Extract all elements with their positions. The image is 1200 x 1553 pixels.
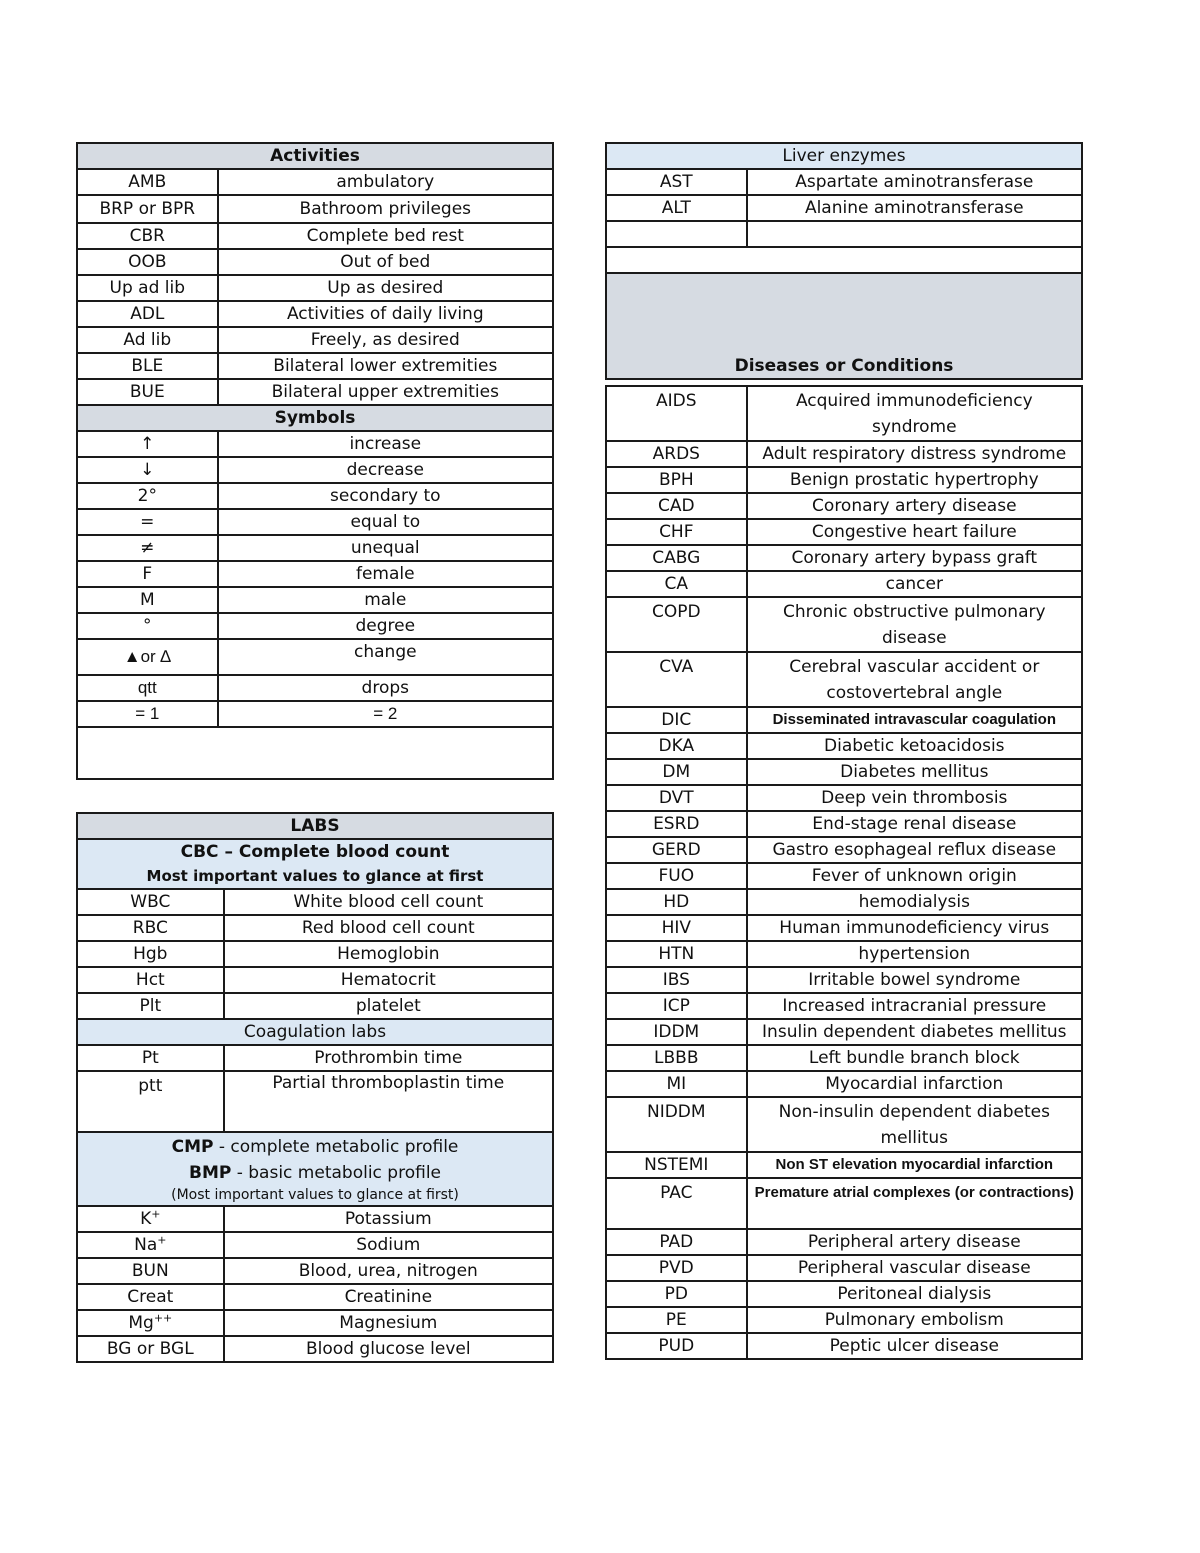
- meaning-cell: Non ST elevation myocardial infarction: [747, 1152, 1082, 1178]
- meaning-cell: Blood, urea, nitrogen: [224, 1258, 553, 1284]
- meaning-cell: Benign prostatic hypertrophy: [747, 467, 1082, 493]
- meaning-cell: cancer: [747, 571, 1082, 597]
- cmp-abbr: CMP: [171, 1137, 214, 1157]
- liver-enzymes-header: Liver enzymes: [606, 143, 1082, 169]
- meaning-cell: Increased intracranial pressure: [747, 993, 1082, 1019]
- abbr-cell: GERD: [606, 837, 747, 863]
- meaning-cell: Prothrombin time: [224, 1045, 553, 1071]
- abbr-cell: AIDS: [606, 386, 747, 441]
- meaning-cell: Myocardial infarction: [747, 1071, 1082, 1097]
- table-row: [606, 733, 1082, 759]
- cmp-text: - complete metabolic profile: [213, 1137, 459, 1157]
- meaning-cell: Human immunodeficiency virus: [747, 915, 1082, 941]
- abbr-cell: qtt: [77, 675, 218, 701]
- abbr-cell: = 1: [77, 701, 218, 727]
- cmp-line: [82, 1134, 548, 1160]
- meaning-cell: Peripheral artery disease: [747, 1229, 1082, 1255]
- abbr-cell: [77, 1310, 224, 1336]
- bmp-line: [82, 1160, 548, 1186]
- table-row: [606, 993, 1082, 1019]
- abbr-cell: ADL: [77, 301, 218, 327]
- meaning-cell: Congestive heart failure: [747, 519, 1082, 545]
- table-row: [606, 837, 1082, 863]
- labs-header: LABS: [77, 813, 553, 839]
- abbr-cell: CBR: [77, 223, 218, 249]
- meaning-cell: female: [218, 561, 553, 587]
- abbr-sup: +: [157, 1233, 167, 1247]
- abbr-cell: DIC: [606, 707, 747, 733]
- empty-row: [606, 221, 1082, 247]
- abbr-cell: CVA: [606, 652, 747, 707]
- meaning-cell: Hematocrit: [224, 967, 553, 993]
- meaning-cell: Partial thromboplastin time: [224, 1071, 553, 1132]
- table-row: [77, 483, 553, 509]
- table-row: [77, 249, 553, 275]
- table-row: [606, 597, 1082, 652]
- meaning-cell: Potassium: [224, 1206, 553, 1232]
- up-arrow-icon: ↑: [77, 431, 218, 457]
- abbr-cell: BPH: [606, 467, 747, 493]
- meaning-cell: drops: [218, 675, 553, 701]
- abbr-cell: Hct: [77, 967, 224, 993]
- abbr-cell: DVT: [606, 785, 747, 811]
- meaning-cell: Bathroom privileges: [218, 195, 553, 223]
- meaning-cell: Deep vein thrombosis: [747, 785, 1082, 811]
- table-row: [77, 675, 553, 701]
- meaning-cell: change: [218, 639, 553, 675]
- abbr-cell: PE: [606, 1307, 747, 1333]
- meaning-cell: unequal: [218, 535, 553, 561]
- table-row: [77, 195, 553, 223]
- table-row: [606, 1307, 1082, 1333]
- table-row: [77, 1258, 553, 1284]
- meaning-cell: Bilateral lower extremities: [218, 353, 553, 379]
- meaning-cell: Aspartate aminotransferase: [747, 169, 1082, 195]
- activities-symbols-table: [76, 142, 554, 780]
- abbr-cell: Plt: [77, 993, 224, 1019]
- meaning-cell: Diabetes mellitus: [747, 759, 1082, 785]
- table-row: [606, 519, 1082, 545]
- table-row: [77, 327, 553, 353]
- meaning-cell: Coronary artery disease: [747, 493, 1082, 519]
- meaning-cell: Red blood cell count: [224, 915, 553, 941]
- abbr-cell: PUD: [606, 1333, 747, 1359]
- table-row: [606, 441, 1082, 467]
- abbr-cell: ESRD: [606, 811, 747, 837]
- cmp-header: [77, 1132, 553, 1206]
- abbr-cell: ≠: [77, 535, 218, 561]
- table-row: [606, 707, 1082, 733]
- meaning-cell: = 2: [218, 701, 553, 727]
- abbr-cell: BLE: [77, 353, 218, 379]
- meaning-cell: decrease: [218, 457, 553, 483]
- meaning-cell: hemodialysis: [747, 889, 1082, 915]
- table-row: [77, 535, 553, 561]
- abbr-cell: DM: [606, 759, 747, 785]
- meaning-cell: Peritoneal dialysis: [747, 1281, 1082, 1307]
- cmp-note: (Most important values to glance at first): [171, 1187, 459, 1203]
- meaning-cell: Cerebral vascular accident or costovertebral angle: [747, 652, 1082, 707]
- abbr-cell: HTN: [606, 941, 747, 967]
- meaning-cell: Diabetic ketoacidosis: [747, 733, 1082, 759]
- abbr-cell: =: [77, 509, 218, 535]
- abbr-cell: BG or BGL: [77, 1336, 224, 1362]
- meaning-cell: hypertension: [747, 941, 1082, 967]
- table-row: [606, 1152, 1082, 1178]
- table-row: [606, 759, 1082, 785]
- table-row: [606, 467, 1082, 493]
- table-row: [606, 941, 1082, 967]
- meaning-cell: Creatinine: [224, 1284, 553, 1310]
- empty-cell: [606, 221, 747, 247]
- meaning-cell: Coronary artery bypass graft: [747, 545, 1082, 571]
- table-row: [77, 301, 553, 327]
- abbr-cell: BRP or BPR: [77, 195, 218, 223]
- empty-row: [77, 727, 553, 779]
- abbr-cell: CAD: [606, 493, 747, 519]
- meaning-cell: Acquired immunodeficiency syndrome: [747, 386, 1082, 441]
- bmp-text: - basic metabolic profile: [231, 1163, 441, 1183]
- meaning-cell: Fever of unknown origin: [747, 863, 1082, 889]
- meaning-cell: Adult respiratory distress syndrome: [747, 441, 1082, 467]
- abbr-cell: DKA: [606, 733, 747, 759]
- table-row: [77, 431, 553, 457]
- meaning-cell: Disseminated intravascular coagulation: [747, 707, 1082, 733]
- cbc-subtitle: Most important values to glance at first: [146, 867, 484, 885]
- bmp-abbr: BMP: [188, 1163, 232, 1183]
- meaning-cell: Alanine aminotransferase: [747, 195, 1082, 221]
- abbr-cell: Ad lib: [77, 327, 218, 353]
- abbr-cell: BUE: [77, 379, 218, 405]
- diseases-table: [605, 385, 1083, 1360]
- meaning-cell: secondary to: [218, 483, 553, 509]
- table-row: [77, 889, 553, 915]
- abbr-cell: COPD: [606, 597, 747, 652]
- abbr-cell: LBBB: [606, 1045, 747, 1071]
- abbr-cell: ptt: [77, 1071, 224, 1132]
- abbr-cell: PVD: [606, 1255, 747, 1281]
- abbr-cell: [77, 1232, 224, 1258]
- down-arrow-icon: ↓: [77, 457, 218, 483]
- table-row: [77, 613, 553, 639]
- table-row: [77, 587, 553, 613]
- abbr-text: Na: [134, 1235, 158, 1255]
- change-triangle-icon: ▲or ∆: [77, 639, 218, 675]
- table-row: [606, 169, 1082, 195]
- meaning-cell: Complete bed rest: [218, 223, 553, 249]
- table-row: [606, 811, 1082, 837]
- cbc-header: [77, 839, 553, 889]
- meaning-cell: degree: [218, 613, 553, 639]
- table-row: [606, 1229, 1082, 1255]
- abbr-cell: PAC: [606, 1178, 747, 1229]
- meaning-cell: End-stage renal disease: [747, 811, 1082, 837]
- abbr-cell: M: [77, 587, 218, 613]
- abbr-sup: ++: [153, 1311, 173, 1325]
- table-row: [606, 1019, 1082, 1045]
- symbols-header: Symbols: [77, 405, 553, 431]
- meaning-cell: male: [218, 587, 553, 613]
- table-row: [77, 169, 553, 195]
- abbr-cell: °: [77, 613, 218, 639]
- meaning-cell: Peptic ulcer disease: [747, 1333, 1082, 1359]
- table-row: [77, 941, 553, 967]
- table-row: [77, 275, 553, 301]
- table-row: [606, 863, 1082, 889]
- abbr-cell: BUN: [77, 1258, 224, 1284]
- labs-table: [76, 812, 554, 1363]
- table-row: [77, 509, 553, 535]
- abbr-cell: CABG: [606, 545, 747, 571]
- abbr-cell: CA: [606, 571, 747, 597]
- table-row: [606, 386, 1082, 441]
- table-row: [77, 1336, 553, 1362]
- table-row: [606, 1255, 1082, 1281]
- cbc-title: CBC – Complete blood count: [180, 842, 450, 862]
- table-row: [77, 639, 553, 675]
- table-row: [77, 993, 553, 1019]
- abbr-cell: ARDS: [606, 441, 747, 467]
- table-row: [77, 1284, 553, 1310]
- abbr-cell: NSTEMI: [606, 1152, 747, 1178]
- table-row: [606, 493, 1082, 519]
- abbr-cell: Pt: [77, 1045, 224, 1071]
- abbr-cell: [77, 1206, 224, 1232]
- meaning-cell: Peripheral vascular disease: [747, 1255, 1082, 1281]
- table-row: [77, 1232, 553, 1258]
- abbr-cell: ALT: [606, 195, 747, 221]
- meaning-cell: Sodium: [224, 1232, 553, 1258]
- abbr-cell: IDDM: [606, 1019, 747, 1045]
- table-row: [77, 701, 553, 727]
- table-row: [606, 545, 1082, 571]
- table-row: [77, 1206, 553, 1232]
- meaning-cell: Hemoglobin: [224, 941, 553, 967]
- meaning-cell: Freely, as desired: [218, 327, 553, 353]
- abbr-cell: ICP: [606, 993, 747, 1019]
- abbr-cell: NIDDM: [606, 1097, 747, 1152]
- empty-cell: [77, 727, 553, 779]
- abbr-cell: Up ad lib: [77, 275, 218, 301]
- empty-row: [606, 247, 1082, 273]
- abbr-cell: IBS: [606, 967, 747, 993]
- abbr-cell: RBC: [77, 915, 224, 941]
- table-row: [606, 915, 1082, 941]
- table-row: [606, 1071, 1082, 1097]
- abbr-cell: AST: [606, 169, 747, 195]
- table-row: [77, 1045, 553, 1071]
- activities-header: Activities: [77, 143, 553, 169]
- table-row: [77, 561, 553, 587]
- abbr-cell: FUO: [606, 863, 747, 889]
- meaning-cell: Blood glucose level: [224, 1336, 553, 1362]
- table-row: [606, 1045, 1082, 1071]
- meaning-cell: Out of bed: [218, 249, 553, 275]
- meaning-cell: equal to: [218, 509, 553, 535]
- table-row: [77, 967, 553, 993]
- coagulation-header: Coagulation labs: [77, 1019, 553, 1045]
- table-row: [606, 1333, 1082, 1359]
- meaning-cell: Irritable bowel syndrome: [747, 967, 1082, 993]
- meaning-cell: increase: [218, 431, 553, 457]
- diseases-header: Diseases or Conditions: [606, 273, 1082, 379]
- abbr-cell: HD: [606, 889, 747, 915]
- abbr-cell: PD: [606, 1281, 747, 1307]
- abbr-text: Mg: [128, 1313, 154, 1333]
- table-row: [606, 967, 1082, 993]
- meaning-cell: Gastro esophageal reflux disease: [747, 837, 1082, 863]
- meaning-cell: Left bundle branch block: [747, 1045, 1082, 1071]
- table-row: [77, 915, 553, 941]
- abbr-cell: CHF: [606, 519, 747, 545]
- meaning-cell: ambulatory: [218, 169, 553, 195]
- abbr-cell: PAD: [606, 1229, 747, 1255]
- meaning-cell: Pulmonary embolism: [747, 1307, 1082, 1333]
- table-row: [606, 195, 1082, 221]
- table-row: [606, 1097, 1082, 1152]
- meaning-cell: Magnesium: [224, 1310, 553, 1336]
- table-row: [77, 379, 553, 405]
- table-row: [606, 785, 1082, 811]
- table-row: [77, 353, 553, 379]
- empty-cell: [606, 247, 1082, 273]
- table-row: [606, 571, 1082, 597]
- empty-cell: [747, 221, 1082, 247]
- abbr-cell: Creat: [77, 1284, 224, 1310]
- table-row: [606, 1178, 1082, 1229]
- table-row: [77, 1310, 553, 1336]
- abbr-cell: AMB: [77, 169, 218, 195]
- table-row: [77, 457, 553, 483]
- meaning-cell: platelet: [224, 993, 553, 1019]
- table-row: [606, 889, 1082, 915]
- abbr-cell: OOB: [77, 249, 218, 275]
- abbr-cell: HIV: [606, 915, 747, 941]
- meaning-cell: Insulin dependent diabetes mellitus: [747, 1019, 1082, 1045]
- meaning-cell: Non-insulin dependent diabetes mellitus: [747, 1097, 1082, 1152]
- abbr-sup: +: [151, 1207, 161, 1221]
- abbr-cell: MI: [606, 1071, 747, 1097]
- abbr-cell: Hgb: [77, 941, 224, 967]
- table-row: [77, 1071, 553, 1132]
- abbr-text: K: [140, 1209, 152, 1229]
- meaning-cell: Premature atrial complexes (or contractions): [747, 1178, 1082, 1229]
- meaning-cell: White blood cell count: [224, 889, 553, 915]
- table-row: [606, 652, 1082, 707]
- abbr-cell: 2°: [77, 483, 218, 509]
- table-row: [606, 1281, 1082, 1307]
- table-row: [77, 223, 553, 249]
- meaning-cell: Up as desired: [218, 275, 553, 301]
- meaning-cell: Activities of daily living: [218, 301, 553, 327]
- meaning-cell: Chronic obstructive pulmonary disease: [747, 597, 1082, 652]
- abbr-cell: WBC: [77, 889, 224, 915]
- meaning-cell: Bilateral upper extremities: [218, 379, 553, 405]
- abbr-cell: F: [77, 561, 218, 587]
- liver-diseases-table: [605, 142, 1083, 380]
